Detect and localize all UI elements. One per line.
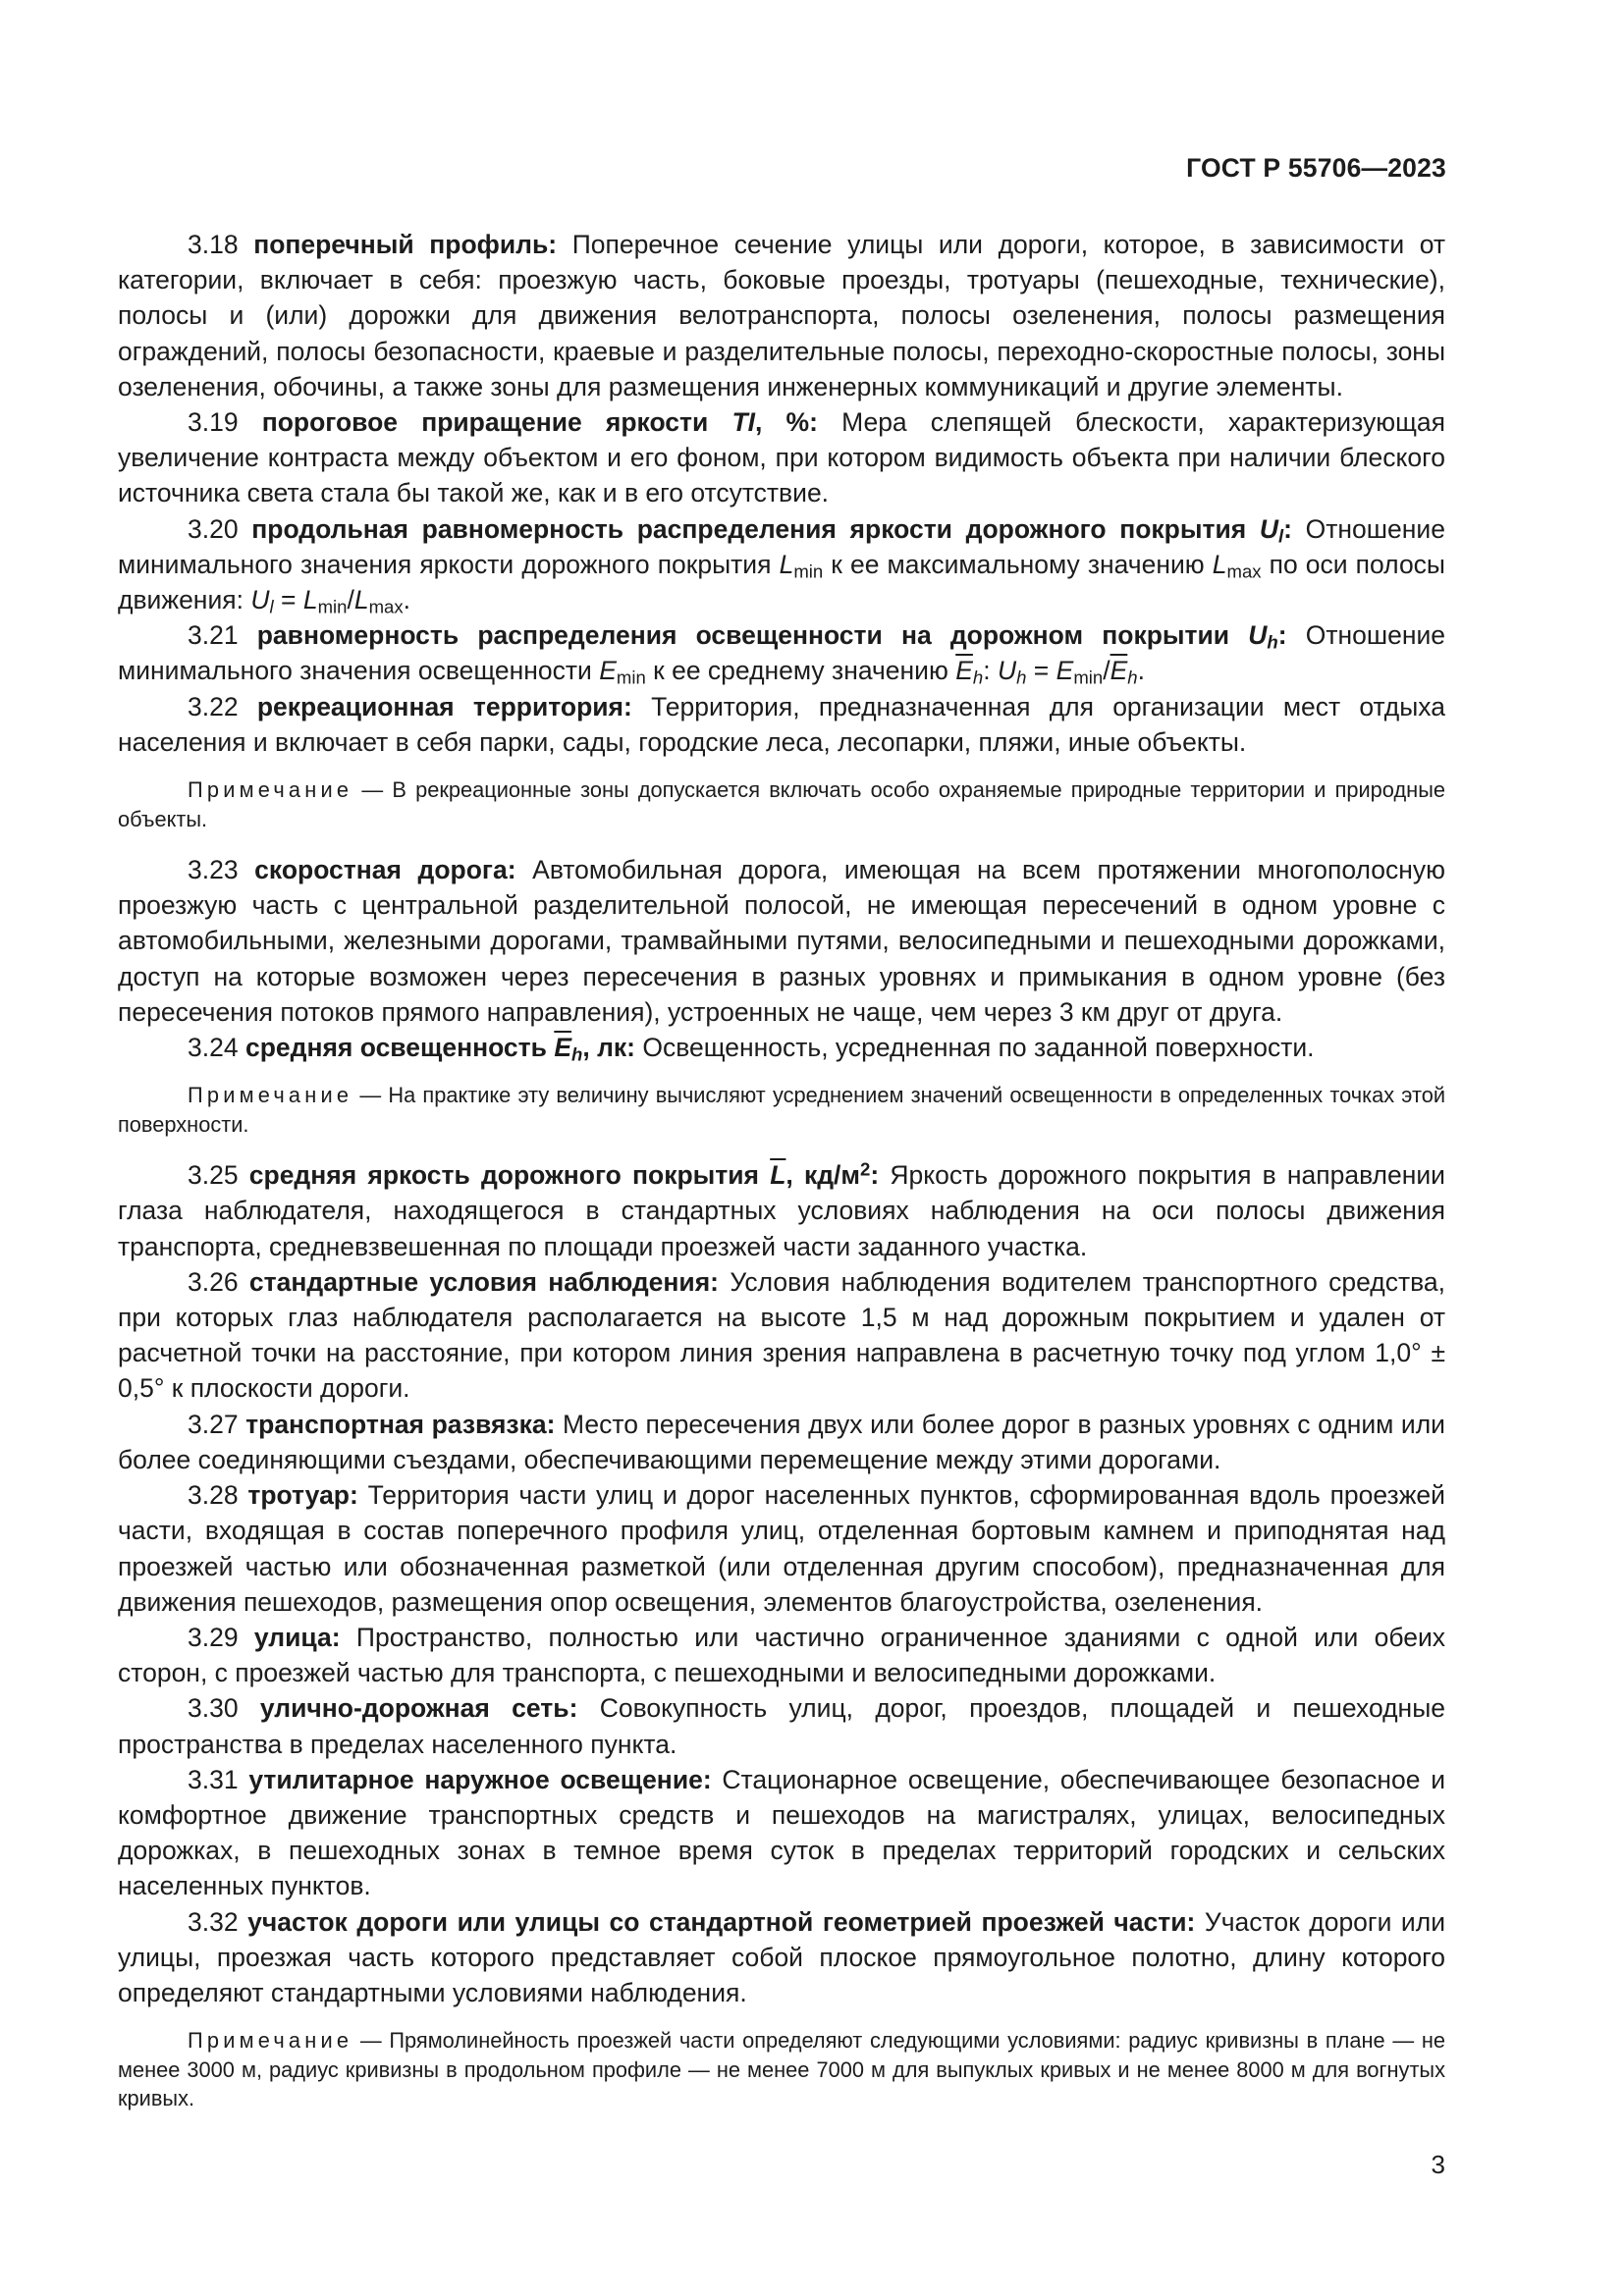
note-text: — На практике эту величину вычисляют усреднением значений освещенности в определенных точках этой поверхности.	[118, 1083, 1445, 1137]
note-text: — В рекреационные зоны допускается включать особо охраняемые природные территории и природные объекты.	[118, 777, 1445, 831]
clause-number: 3.24	[188, 1033, 239, 1063]
term: участок дороги или улицы со стандартной геометрией проезжей части:	[247, 1906, 1196, 1937]
definition-text: Освещенность, усредненная по заданной поверхности.	[642, 1033, 1315, 1063]
definition-text: Пространство, полностью или частично ограниченное зданиями с одной или обеих сторон, с проезжей частью для транспорта, с пешеходными и велосипедными дорожками.	[118, 1622, 1445, 1688]
term: транспортная развязка:	[245, 1409, 556, 1439]
definition-3-22	[118, 689, 1445, 760]
note-text: — Прямолинейность проезжей части определяют следующими условиями: радиус кривизны в плане — не менее 3000 м, радиус кривизны в продольном профиле — не менее 7000 м для выпуклых кривых и не менее 8000 м для вогнутых кривых.	[118, 2028, 1445, 2111]
term: продольная равномерность распределения яркости дорожного покрытия $U_l$:	[251, 513, 1292, 547]
term: улично-дорожная сеть:	[259, 1693, 578, 1724]
definition-text: Территория части улиц и дорог населенных пунктов, сформированная вдоль проезжей части, входящая в состав поперечного профиля улиц, отделенная бортовым камнем и приподнятая над проезжей частью или обозначенная разметкой (или отделенная другим способом), предназначенная для движения пешеходов, размещения опор освещения, элементов благоустройства, озеленения.	[118, 1480, 1445, 1617]
definition-3-25	[118, 1157, 1445, 1264]
term: средняя яркость дорожного покрытия $\overline{L}$, $кд/м^2$:	[248, 1158, 880, 1191]
definition-3-31	[118, 1762, 1445, 1904]
symbol: $\overline{E}$	[554, 1033, 572, 1063]
definition-3-29	[118, 1620, 1445, 1690]
definition-3-20	[118, 511, 1445, 618]
note-label: Примечание	[188, 1083, 353, 1108]
clause-number: 3.27	[188, 1409, 239, 1439]
note-label: Примечание	[188, 2028, 353, 2054]
definition-text: Территория, предназначенная для организации мест отдыха населения и включает в себя парки, сады, городские леса, лесопарки, пляжи, иные объекты.	[118, 691, 1445, 757]
note-recreational	[118, 775, 1445, 833]
definition-text: Поперечное сечение улицы или дороги, которое, в зависимости от категории, включает в себя: проезжую часть, боковые проезды, тротуары (пешеходные, технические), полосы и (или) дорожки для движения велотранспорта, полосы озеленения, полосы размещения ограждений, полосы безопасности, краевые и разделительные полосы, переходно-скоростные полосы, зоны озеленения, обочины, а также зоны для размещения инженерных коммуникаций и другие элементы.	[118, 230, 1446, 401]
symbol: U	[1259, 513, 1279, 544]
definition-3-19	[118, 404, 1445, 511]
definition-3-24	[118, 1030, 1445, 1065]
clause-number: 3.26	[188, 1266, 239, 1297]
term: скоростная дорога:	[254, 855, 516, 885]
term: тротуар:	[247, 1480, 358, 1511]
definition-text: Отношение минимального значения яркости дорожного покрытия $L_{min}$ к ее максимальному значению $L_{max}$ по оси полосы движения: $U_l = L_{min}/L_{max}$.	[118, 513, 1445, 617]
clause-number: 3.30	[188, 1693, 239, 1724]
term: средняя освещенность $\overline{E}_h$, лк:	[244, 1033, 635, 1065]
term: равномерность распределения освещенности на дорожном покрытии $U_h$:	[256, 620, 1287, 653]
clause-number: 3.25	[188, 1160, 239, 1191]
document-body	[118, 227, 1445, 2132]
clause-number: 3.22	[188, 691, 239, 721]
term: утилитарное наружное освещение:	[248, 1764, 712, 1794]
definition-text: Условия наблюдения водителем транспортного средства, при которых глаз наблюдателя располагается на высоте 1,5 м над дорожным покрытием и удален от расчетной точки на расстояние, при котором линия зрения направлена в расчетную точку под углом 1,0° ± 0,5° к плоскости дороги.	[118, 1266, 1445, 1404]
term: поперечный профиль:	[253, 230, 558, 259]
note-label: Примечание	[188, 777, 353, 803]
term: пороговое приращение яркости TI, %:	[261, 407, 818, 438]
definition-text: Отношение минимального значения освещенности $E_{min}$ к ее среднему значению $\overline{E}_h$: $U_h = E_{min}/\overline{E}_h$.	[118, 620, 1445, 689]
term: стандартные условия наблюдения:	[248, 1266, 719, 1297]
definition-text: Стационарное освещение, обеспечивающее безопасное и комфортное движение транспортных средств и пешеходов на магистралях, улицах, велосипедных дорожках, в пешеходных зонах в темное время суток в пределах территорий городских и сельских населенных пунктов.	[118, 1764, 1445, 1901]
definition-3-23	[118, 852, 1445, 1030]
definition-text: Участок дороги или улицы, проезжая часть которого представляет собой плоское прямоугольное полотно, длину которого определяют стандартными условиями наблюдения.	[118, 1906, 1445, 2007]
clause-number: 3.32	[188, 1906, 239, 1937]
document-code: ГОСТ Р 55706—2023	[1186, 153, 1446, 183]
term: рекреационная территория:	[256, 691, 632, 721]
term: улица:	[253, 1622, 341, 1652]
definition-text: Яркость дорожного покрытия в направлении глаза наблюдателя, находящегося в стандартных условиях наблюдения на оси полосы движения транспорта, средневзвешенная по площади проезжей части заданного участка.	[118, 1160, 1445, 1261]
definition-3-26	[118, 1264, 1445, 1407]
definition-3-28	[118, 1477, 1445, 1620]
clause-number: 3.28	[188, 1480, 239, 1511]
symbol: $\overline{L}$	[770, 1160, 786, 1191]
definition-3-18	[118, 227, 1445, 404]
symbol: TI	[731, 407, 756, 438]
definition-text: Место пересечения двух или более дорог в разных уровнях с одним или более соединяющими съездами, обеспечивающими перемещение между этими дорогами.	[118, 1409, 1445, 1474]
definition-3-32	[118, 1904, 1445, 2011]
definition-3-21	[118, 617, 1445, 688]
note-straightness	[118, 2026, 1445, 2113]
definition-text: Совокупность улиц, дорог, проездов, площадей и пешеходные пространства в пределах населенного пункта.	[118, 1693, 1445, 1759]
clause-number: 3.18	[188, 230, 239, 259]
definition-text: Автомобильная дорога, имеющая на всем протяжении многополосную проезжую часть с центральной разделительной полосой, не имеющая пересечений в одном уровне с автомобильными, железными дорогами, трамвайными путями, велосипедными и пешеходными дорожками, доступ на которые возможен через пересечения в разных уровнях и примыкания в одном уровне (без пересечения потоков прямого направления), устроенных не чаще, чем через 3 км друг от друга.	[118, 855, 1445, 1027]
definition-3-30	[118, 1690, 1445, 1761]
definition-text: Мера слепящей блескости, характеризующая увеличение контраста между объектом и его фоном, при котором видимость объекта при наличии блеского источника света стала бы такой же, как и в его отсутствие.	[118, 407, 1445, 508]
clause-number: 3.19	[188, 407, 239, 438]
clause-number: 3.21	[188, 620, 239, 651]
clause-number: 3.31	[188, 1764, 239, 1794]
clause-number: 3.23	[188, 855, 239, 885]
page-number: 3	[1431, 2150, 1445, 2179]
symbol: U	[1248, 620, 1268, 651]
note-average-illuminance	[118, 1081, 1445, 1139]
clause-number: 3.29	[188, 1622, 239, 1652]
clause-number: 3.20	[188, 513, 239, 544]
definition-3-27	[118, 1407, 1445, 1477]
